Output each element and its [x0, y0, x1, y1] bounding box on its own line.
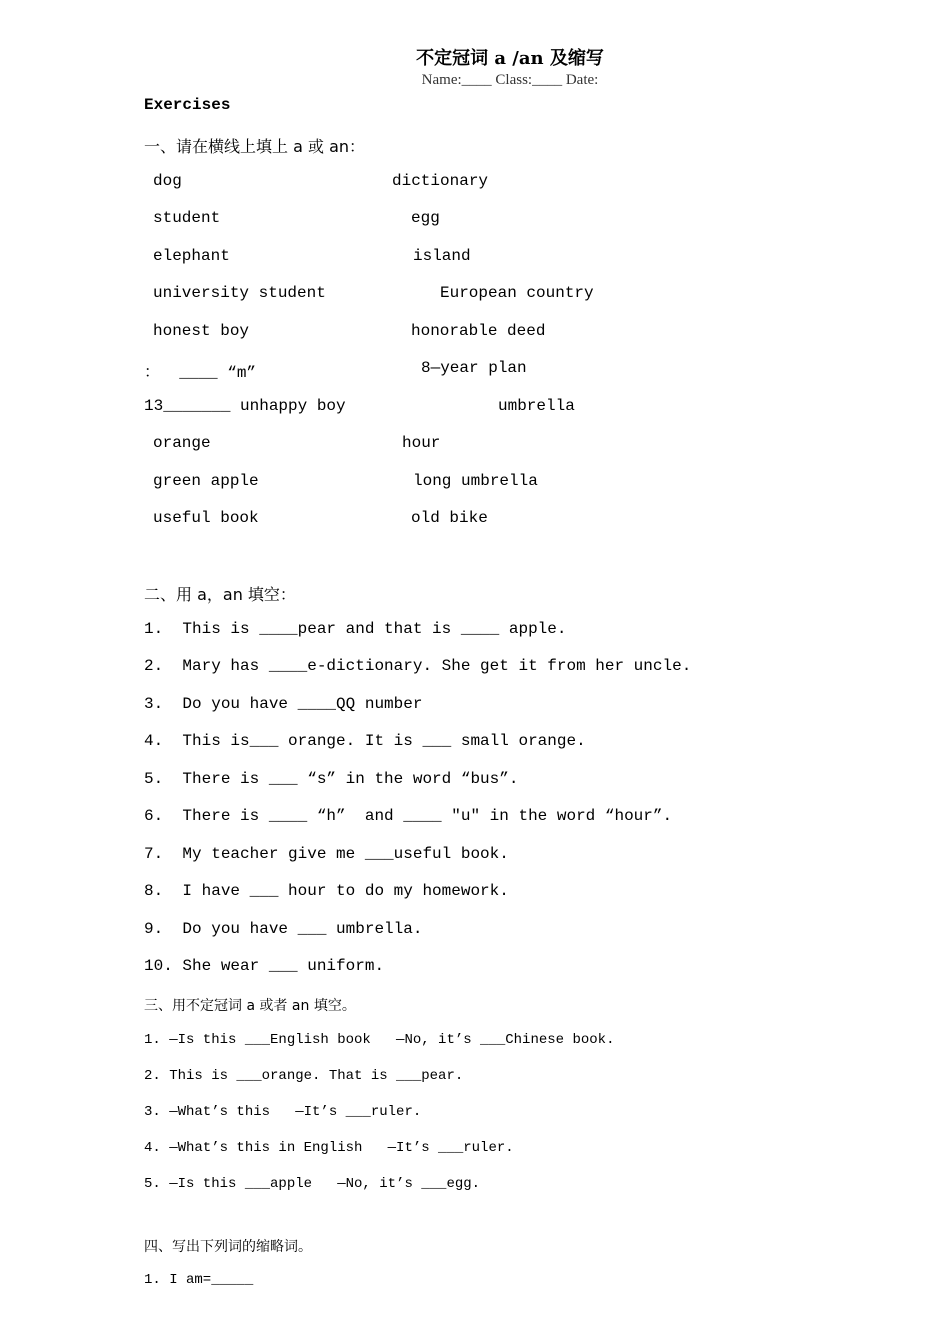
s3-item3: 3. —What’s this —It’s ___ruler. [144, 1104, 422, 1120]
s1-row10-right: old bike [411, 509, 488, 527]
s3-item4: 4. —What’s this in English —It’s ___ruler. [144, 1140, 514, 1156]
s1-row4-right: European country [440, 284, 594, 302]
student-info-line: Name:____ Class:____ Date: [421, 72, 599, 88]
s1-row9-left: green apple [153, 472, 259, 490]
exercises-label: Exercises [144, 96, 231, 114]
section3-heading: 三、用不定冠词 a 或者 an 填空。 [144, 998, 356, 1014]
s1-row5-left: honest boy [153, 322, 250, 340]
s1-row10-left: useful book [153, 509, 259, 527]
section2-heading: 二、用 a，an 填空： [144, 585, 296, 604]
s1-row1-right: dictionary [392, 172, 489, 190]
section1-heading: 一、请在横线上填上 a 或 an： [144, 137, 366, 156]
s1-row9-right: long umbrella [413, 472, 538, 490]
s3-item1: 1. —Is this ___English book —No, it’s ___Chinese book. [144, 1032, 615, 1048]
s2-item10: 10. She wear ___ uniform. [144, 957, 385, 975]
s2-item8: 8. I have ___ hour to do my homework. [144, 882, 509, 900]
s1-row2-left: student [153, 209, 221, 227]
worksheet-title: 不定冠词 a /an 及缩写 [416, 48, 604, 69]
s2-item5: 5. There is ___ “s” in the word “bus”. [144, 770, 519, 788]
s2-item6: 6. There is ____ “h” and ____ "u" in the word “hour”. [144, 807, 673, 825]
s2-item2: 2. Mary has ____e-dictionary. She get it from her uncle. [144, 657, 692, 675]
s2-item3: 3. Do you have ____QQ number [144, 695, 423, 713]
s1-row3-left: elephant [153, 247, 230, 265]
s1-row5-right: honorable deed [411, 322, 546, 340]
s1-row1-left: dog [153, 172, 182, 190]
s1-row6-left: ： ____ “m” [144, 364, 257, 382]
s1-row3-right: island [413, 247, 471, 265]
section4-heading: 四、写出下列词的缩略词。 [144, 1239, 312, 1255]
s1-row7-left: 13_______ unhappy boy [144, 397, 346, 415]
s1-row8-left: orange [153, 434, 211, 452]
s1-row4-left: university student [153, 284, 326, 302]
s1-row7-right: umbrella [498, 397, 575, 415]
s2-item7: 7. My teacher give me ___useful book. [144, 845, 509, 863]
s2-item4: 4. This is___ orange. It is ___ small orange. [144, 732, 586, 750]
s3-item2: 2. This is ___orange. That is ___pear. [144, 1068, 464, 1084]
s4-item1: 1. I am=_____ [144, 1272, 254, 1288]
s1-row2-right: egg [411, 209, 440, 227]
s2-item1: 1. This is ____pear and that is ____ apple. [144, 620, 567, 638]
s2-item9: 9. Do you have ___ umbrella. [144, 920, 423, 938]
s1-row8-right: hour [402, 434, 441, 452]
s3-item5: 5. —Is this ___apple —No, it’s ___egg. [144, 1176, 481, 1192]
s1-row6-right: 8—year plan [421, 359, 527, 377]
